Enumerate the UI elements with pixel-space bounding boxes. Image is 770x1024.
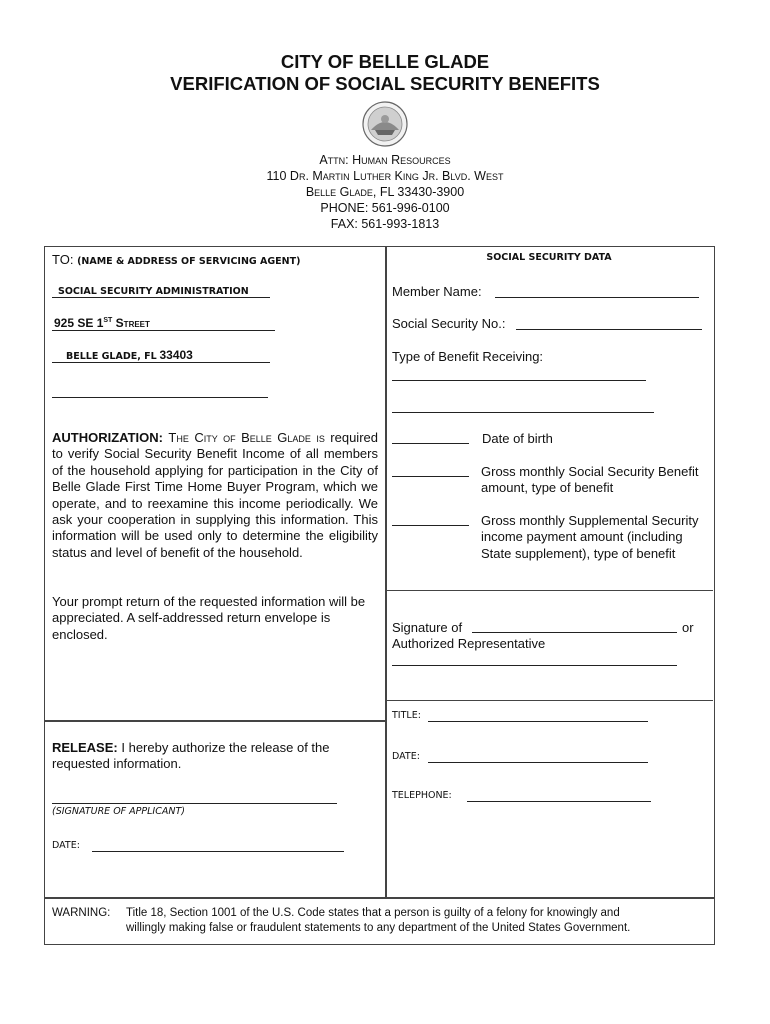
warning-label: WARNING: [52,907,111,919]
agent-street-number: 925 SE 1 [54,316,104,330]
form-title: CITY OF BELLE GLADE [280,51,490,72]
applicant-signature-label: (SIGNATURE OF APPLICANT) [52,806,185,817]
benefit-type-field-2[interactable] [392,412,654,413]
rep-telephone-field[interactable] [467,801,651,802]
agent-street-name: Street [115,316,150,330]
agent-city-field[interactable] [52,348,270,363]
ssn-field[interactable] [516,329,702,330]
to-section [52,252,300,267]
dob-field[interactable] [392,443,469,444]
rep-date-label: DATE: [392,751,420,762]
agent-street-field[interactable] [52,316,275,331]
authorized-rep-label: Authorized Representative [392,636,546,651]
agent-name: SOCIAL SECURITY ADMINISTRATION [58,286,249,297]
rep-date-field[interactable] [428,762,648,763]
phone-number: PHONE: 561-996-0100 [320,201,450,215]
warning-line-1: Title 18, Section 1001 of the U.S. Code states that a person is guilty of a felony for knowingly and [126,907,620,919]
warning-line-2: willingly making false or fraudulent statements to any department of the United States Government. [126,922,631,934]
fax-number: FAX: 561-993-1813 [330,217,440,231]
release-label: RELEASE: [52,740,118,755]
authorization-lead: The City of Belle Glade is [168,430,325,445]
applicant-signature-line[interactable] [52,803,337,804]
agent-street-suffix: ST [103,317,113,324]
member-name-label: Member Name: [392,284,482,299]
agent-name-field[interactable] [52,286,270,298]
member-name-field[interactable] [495,297,699,298]
benefit-type-label: Type of Benefit Receiving: [392,349,544,364]
form-subtitle: VERIFICATION OF SOCIAL SECURITY BENEFITS [170,73,600,94]
release-paragraph [52,740,372,773]
street-address: 110 Dr. Martin Luther King Jr. Blvd. West [266,169,504,183]
gross-ssi-field[interactable] [392,525,469,526]
authorized-rep-field[interactable] [392,665,677,666]
authorization-paragraph [52,430,378,561]
city-address: Belle Glade, FL 33430-3900 [305,185,465,199]
applicant-date-line[interactable] [92,851,344,852]
gross-ssi-label: Gross monthly Supplemental Security income payment amount (including State supplement), type of benefit [481,513,699,561]
gross-ss-field[interactable] [392,476,469,477]
agent-extra-line[interactable] [52,397,268,398]
or-label: or [682,620,694,635]
agent-zip: 33403 [159,348,193,362]
signature-of-label: Signature of [392,620,463,635]
benefit-type-field-1[interactable] [392,380,646,381]
authorization-body: required to verify Social Security Benefit Income of all members of the household applying for participation in the City of Belle Glade First Time Home Buyer Program, which we operate, and to reexamine this income periodically. We ask your cooperation in supplying this information. This information will be used only to determine the eligibility status and level of benefit of the household. [52,430,378,560]
dob-label: Date of birth [482,431,553,446]
city-seal-icon [361,100,409,148]
right-divider-1 [385,590,713,591]
applicant-date-label: DATE: [52,840,80,851]
attn-line: Attn: Human Resources [319,153,451,167]
ssn-label: Social Security No.: [392,316,506,331]
rep-title-label: TITLE: [392,710,421,721]
rep-telephone-label: TELEPHONE: [392,790,452,801]
prompt-return-text: Your prompt return of the requested information will be appreciated. A self-addressed return envelope is enclosed. [52,594,366,642]
to-label: TO: [52,252,74,267]
release-text: I hereby authorize the release of the requested information. [52,740,330,772]
rep-signature-field[interactable] [472,632,677,633]
rep-title-field[interactable] [428,721,648,722]
warning-text [126,906,706,936]
agent-city: BELLE GLADE, FL [66,351,157,362]
authorization-label: AUTHORIZATION: [52,430,163,445]
right-divider-2 [385,700,713,701]
gross-ss-label: Gross monthly Social Security Benefit amount, type of benefit [481,464,699,496]
ss-data-heading: SOCIAL SECURITY DATA [486,252,612,263]
to-sublabel: (NAME & ADDRESS OF SERVICING AGENT) [77,256,301,267]
